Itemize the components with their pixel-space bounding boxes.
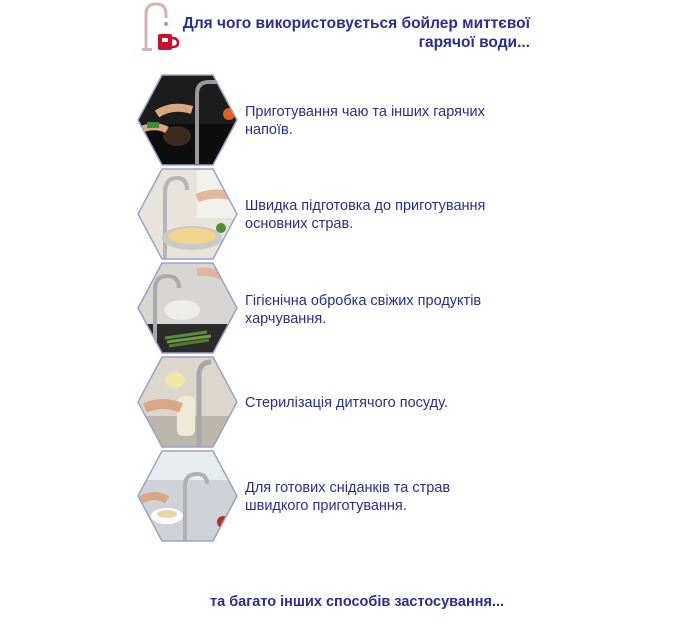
asparagus-steam-photo: [137, 262, 238, 354]
footer-text: та багато інших способів застосування...: [210, 594, 505, 610]
instant-breakfast-photo: [137, 450, 238, 542]
title-line-2: гарячої води...: [418, 34, 530, 51]
list-item: [137, 262, 557, 354]
list-item: [137, 168, 557, 260]
item-text: [245, 292, 545, 328]
list-item: [137, 356, 557, 448]
tea-preparation-photo: [137, 74, 238, 166]
list-item: [137, 74, 557, 166]
item-text: [245, 197, 545, 233]
item-text: [245, 479, 545, 515]
item-text-line-2: харчування.: [245, 311, 327, 327]
item-text-line-1: Гігієнічна обробка свіжих продуктів: [245, 293, 482, 309]
item-text-line-1: Стерилізація дитячого посуду.: [245, 395, 448, 411]
item-text-line-1: Швидка підготовка до приготування: [245, 198, 486, 214]
title-line-1: Для чого використовується бойлер миттєвої: [182, 15, 530, 32]
item-text: [245, 103, 545, 139]
item-text-line-2: швидкого приготування.: [245, 498, 407, 514]
item-text-line-2: напоїв.: [245, 122, 293, 138]
item-text: [245, 394, 545, 412]
item-text-line-2: основних страв.: [245, 216, 354, 232]
pasta-rinse-photo: [137, 168, 238, 260]
list-item: [137, 450, 557, 542]
baby-bottle-photo: [137, 356, 238, 448]
page-title: [130, 14, 530, 52]
item-text-line-1: Для готових сніданків та страв: [245, 480, 451, 496]
item-text-line-1: Приготування чаю та інших гарячих: [245, 104, 485, 120]
